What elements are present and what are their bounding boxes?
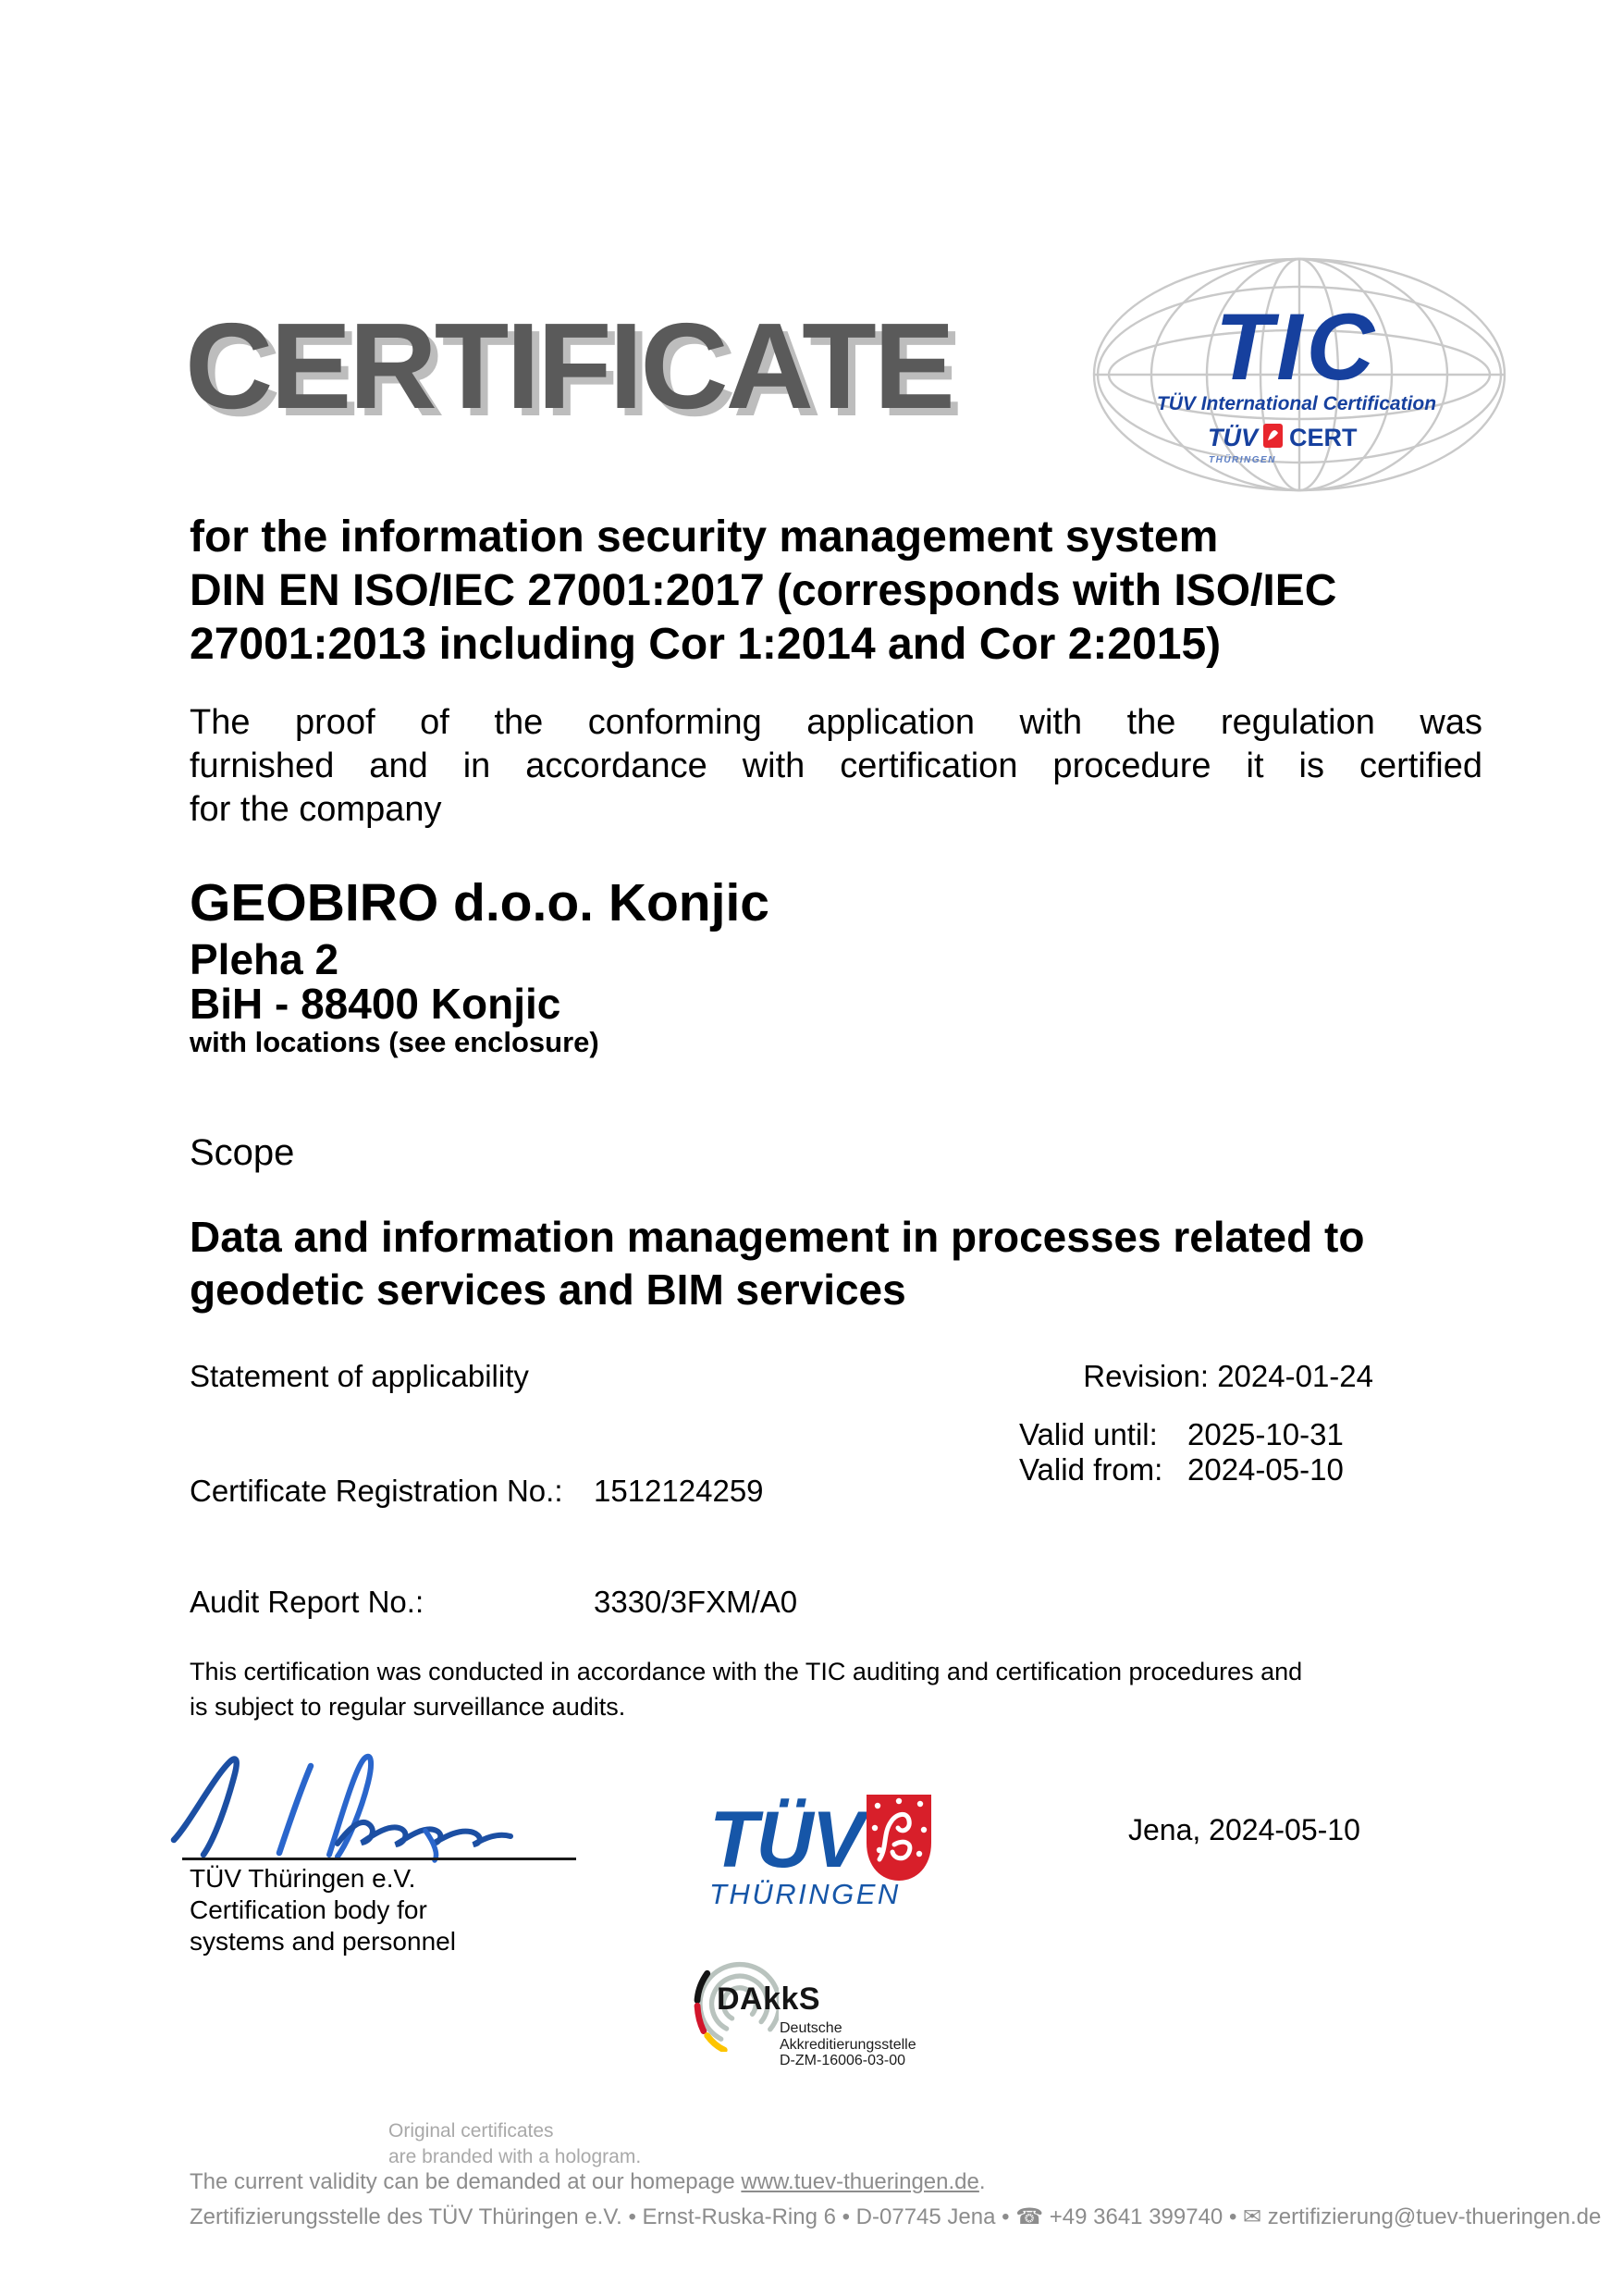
certification-procedure-note <box>190 1654 1302 1724</box>
intro-paragraph <box>190 701 1482 832</box>
intro-line: The proof of the conforming application with the regulation was <box>190 703 1482 742</box>
dakks-wordmark: DAkkS <box>717 1981 821 2017</box>
place-and-date: Jena, 2024-05-10 <box>1128 1813 1360 1846</box>
valid-from-label: Valid from: <box>1019 1452 1163 1487</box>
tic-logo-text: TIC <box>1214 294 1379 400</box>
company-address-city: BiH - 88400 Konjic <box>190 980 561 1028</box>
tic-thuringen-text: THÜRINGEN <box>1209 455 1276 465</box>
footer-validity-period: . <box>978 2169 986 2194</box>
valid-until-row <box>1019 1417 1344 1452</box>
dakks-line: D-ZM-16006-03-00 <box>780 2053 906 2068</box>
scope-line: geodetic services and BIM services <box>190 1265 906 1314</box>
statement-of-applicability-label: Statement of applicability <box>190 1359 529 1393</box>
heading-line: DIN EN ISO/IEC 27001:2017 (corresponds with ISO/IEC <box>190 566 1337 615</box>
tic-globe-logo <box>1069 242 1524 511</box>
thuringia-shield-icon <box>867 1795 931 1881</box>
hologram-note-line: Original certificates <box>388 2120 554 2142</box>
heading-line: for the information security management system <box>190 512 1219 562</box>
valid-until-label: Valid until: <box>1019 1417 1158 1451</box>
signature-handwriting <box>148 1751 564 1864</box>
scope-text <box>190 1211 1364 1316</box>
valid-from-row <box>1019 1452 1344 1487</box>
hologram-note-line: are branded with a hologram. <box>388 2146 642 2167</box>
dakks-line: Akkreditierungsstelle <box>780 2036 916 2053</box>
company-address-street: Pleha 2 <box>190 935 339 983</box>
cert-registration-number: 1512124259 <box>594 1474 764 1508</box>
hologram-note <box>388 2118 641 2170</box>
audit-report-label: Audit Report No.: <box>190 1585 424 1619</box>
homepage-link[interactable]: www.tuev-thueringen.de <box>741 2169 979 2194</box>
footer-validity-line <box>190 2169 986 2195</box>
intro-line: furnished and in accordance with certification procedure it is certified <box>190 747 1482 785</box>
dakks-line: Deutsche <box>780 2020 842 2036</box>
tuv-logo-thuringen-text: THÜRINGEN <box>709 1878 901 1908</box>
tuv-logo-text: TÜV <box>709 1796 863 1884</box>
certificate-subject-heading <box>190 511 1336 672</box>
heading-line: 27001:2013 including Cor 1:2014 and Cor 2:2015) <box>190 620 1222 669</box>
tic-tuv-text: TÜV <box>1208 424 1258 451</box>
validity-block <box>1019 1417 1344 1487</box>
signature-rule-line <box>182 1858 576 1860</box>
company-locations-note: with locations (see enclosure) <box>190 1026 599 1058</box>
note-line: This certification was conducted in accordance with the TIC auditing and certification procedures and <box>190 1658 1303 1685</box>
tic-logo-subtitle: TÜV International Certification <box>1156 393 1437 414</box>
org-line: systems and personnel <box>190 1927 456 1956</box>
revision-date: Revision: 2024-01-24 <box>1083 1359 1373 1393</box>
dakks-accreditation-block <box>780 2020 916 2069</box>
tic-cert-text: CERT <box>1289 424 1358 451</box>
valid-from-date: 2024-05-10 <box>1187 1452 1344 1487</box>
scope-line: Data and information management in processes related to <box>190 1213 1365 1261</box>
cert-registration-label: Certificate Registration No.: <box>190 1474 563 1508</box>
audit-report-number: 3330/3FXM/A0 <box>594 1585 798 1619</box>
org-line: TÜV Thüringen e.V. <box>190 1864 416 1893</box>
note-line: is subject to regular surveillance audits. <box>190 1693 626 1721</box>
scope-label: Scope <box>190 1132 295 1173</box>
company-name: GEOBIRO d.o.o. Konjic <box>190 873 769 932</box>
intro-line: for the company <box>190 790 442 829</box>
tuv-thueringen-logo <box>707 1793 939 1908</box>
footer-validity-text: The current validity can be demanded at our homepage <box>190 2169 742 2194</box>
valid-until-date: 2025-10-31 <box>1187 1417 1344 1451</box>
certification-body-block <box>190 1863 456 1957</box>
org-line: Certification body for <box>190 1895 427 1924</box>
certificate-title: CERTIFICATE <box>185 298 953 434</box>
footer-contact-line: Zertifizierungsstelle des TÜV Thüringen e.V. • Ernst-Ruska-Ring 6 • D-07745 Jena • ☎ +49 3641 399740 • ✉ zertifizierung@tuev-thueringen.de <box>190 2204 1602 2229</box>
